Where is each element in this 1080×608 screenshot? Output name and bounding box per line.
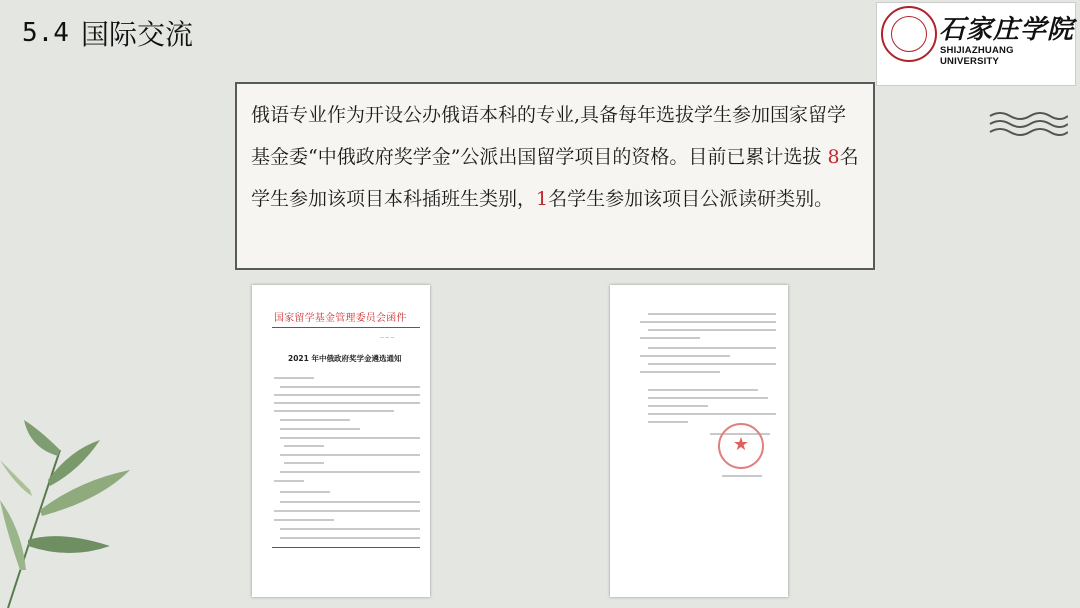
count-graduate: 1: [536, 188, 549, 210]
emblem-icon: [881, 6, 937, 62]
official-seal-icon: ★: [718, 423, 764, 469]
document-page-1: [252, 285, 430, 597]
logo-english-name: SHIJIAZHUANG UNIVERSITY: [940, 45, 1014, 67]
section-title: 国际交流: [80, 18, 193, 51]
document-page-2: [610, 285, 788, 597]
paragraph-part-3: 名学生参加该项目公派读研类别。: [548, 188, 834, 210]
document-reference: — — —: [380, 335, 395, 340]
section-number: 5.4: [22, 18, 69, 48]
count-undergrad: 8: [827, 146, 840, 168]
paragraph-part-2: 名学生参加该项目本科插班生类别，: [251, 146, 859, 210]
header-rule: [272, 327, 420, 328]
plant-leaves-icon: [0, 420, 150, 608]
document-header: 国家留学基金管理委员会函件: [274, 313, 407, 324]
document-title: 2021 年中俄政府奖学金遴选通知: [288, 354, 402, 363]
paragraph-part-1: 俄语专业作为开设公办俄语本科的专业,具备每年选拔学生参加国家留学基金委“中俄政府奖学金”公派出国留学项目的资格。目前已累计选拔: [251, 104, 847, 168]
university-logo: [876, 2, 1076, 86]
slide-title: [22, 12, 193, 54]
logo-chinese-name: 石家庄学院: [939, 15, 1075, 45]
wave-decoration-icon: [988, 110, 1068, 138]
description-textbox: [235, 82, 875, 270]
footer-rule: [272, 547, 420, 548]
